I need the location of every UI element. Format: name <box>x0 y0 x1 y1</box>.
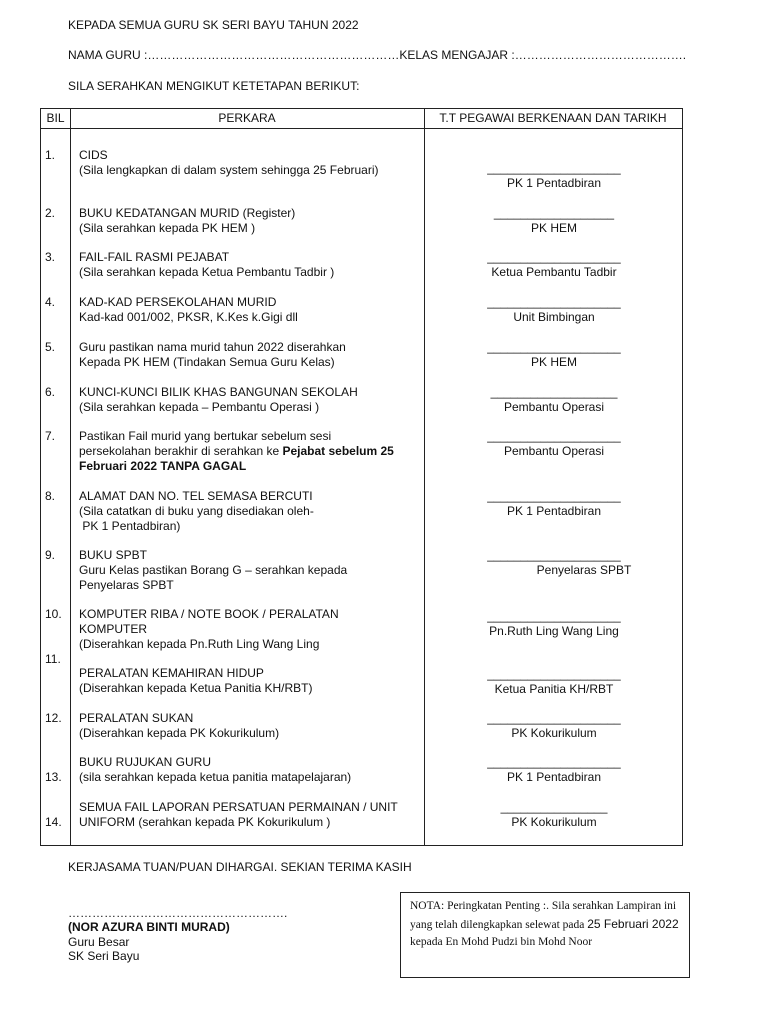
row-item <box>79 385 424 415</box>
item-line: BUKU RUJUKAN GURU <box>79 755 212 769</box>
item-line: (Sila serahkan kepada – Pembantu Operasi ) <box>79 400 320 414</box>
signatory-school: SK Seri Bayu <box>68 949 140 963</box>
row-number: 4. <box>45 295 56 309</box>
row-number: 12. <box>45 711 62 725</box>
signature-line: ____________________ <box>487 250 621 264</box>
item-line: CIDS <box>79 148 108 162</box>
item-line: KAD-KAD PERSEKOLAHAN MURID <box>79 295 277 309</box>
row-item <box>79 295 424 325</box>
signature-line: ____________________ <box>487 609 621 623</box>
row-item <box>79 429 424 474</box>
signature-line: ___________________ <box>490 385 618 399</box>
item-line: Penyelaras SPBT <box>79 578 174 592</box>
signature-slot[interactable] <box>425 161 683 191</box>
signature-line: ____________________ <box>487 548 621 562</box>
row-number: 6. <box>45 385 56 399</box>
row-number: 5. <box>45 340 56 354</box>
item-line: BUKU SPBT <box>79 548 148 562</box>
officer-label: Pembantu Operasi <box>503 444 605 458</box>
row-item <box>79 489 424 534</box>
officer-label: PK Kokurikulum <box>511 815 597 829</box>
officer-label: PK 1 Pentadbiran <box>506 504 602 518</box>
row-item <box>79 666 424 696</box>
signature-slot[interactable] <box>425 800 683 830</box>
nota-date: 25 Februari 2022 <box>587 916 679 931</box>
row-number: 1. <box>45 148 56 162</box>
item-line: KOMPUTER <box>79 622 148 636</box>
closing-text: KERJASAMA TUAN/PUAN DIHARGAI. SEKIAN TERIMA KASIH <box>68 860 412 874</box>
header-divider <box>41 128 682 129</box>
item-bold-text: Pejabat sebelum 25 <box>282 444 394 458</box>
officer-label: PK 1 Pentadbiran <box>506 770 602 784</box>
row-item <box>79 250 424 280</box>
signature-slot[interactable] <box>425 548 683 578</box>
row-item <box>79 607 424 652</box>
officer-label: Penyelaras SPBT <box>536 563 632 577</box>
document-title: KEPADA SEMUA GURU SK SERI BAYU TAHUN 2022 <box>68 18 359 32</box>
item-line: PERALATAN SUKAN <box>79 711 194 725</box>
signature-slot[interactable] <box>425 755 683 785</box>
item-line: Kepada PK HEM (Tindakan Semua Guru Kelas) <box>79 355 335 369</box>
row-item <box>79 800 424 830</box>
item-line: UNIFORM (serahkan kepada PK Kokurikulum ) <box>79 815 331 829</box>
item-line: KOMPUTER RIBA / NOTE BOOK / PERALATAN <box>79 607 339 621</box>
item-line <box>79 444 424 459</box>
item-line: (Diserahkan kepada Pn.Ruth Ling Wang Ling <box>79 637 320 651</box>
header-bil: BIL <box>46 111 65 125</box>
signature-line: ____________________ <box>487 667 621 681</box>
nota-text: NOTA: Peringkatan Penting :. Sila serahkan Lampiran ini yang telah dilengkapkan selewat pada <box>410 900 677 931</box>
signature-slot[interactable] <box>425 489 683 519</box>
nama-guru-field[interactable]: NAMA GURU :………………………………………………………KELAS MENGAJAR :……………………………………. <box>68 48 687 62</box>
row-item <box>79 711 424 741</box>
signature-slot[interactable] <box>425 667 683 697</box>
row-item <box>79 206 424 236</box>
item-line: Kad-kad 001/002, PKSR, K.Kes k.Gigi dll <box>79 310 298 324</box>
signature-slot[interactable] <box>425 340 683 370</box>
header-perkara: PERKARA <box>218 111 276 125</box>
item-line: (Sila serahkan kepada Ketua Pembantu Tadbir ) <box>79 265 335 279</box>
signature-line: __________________ <box>493 206 615 220</box>
signature-slot[interactable] <box>425 295 683 325</box>
nota-text-end: kepada En Mohd Pudzi bin Mohd Noor <box>410 936 593 948</box>
signature-slot[interactable] <box>425 609 683 639</box>
officer-label: PK 1 Pentadbiran <box>506 176 602 190</box>
header-tt-pegawai: T.T PEGAWAI BERKENAAN DAN TARIKH <box>439 111 667 125</box>
row-item <box>79 548 424 593</box>
item-line: PERALATAN KEMAHIRAN HIDUP <box>79 666 264 680</box>
row-item <box>79 148 424 178</box>
row-number: 8. <box>45 489 56 503</box>
signatory-position: Guru Besar <box>68 935 130 949</box>
officer-label: Pn.Ruth Ling Wang Ling <box>489 624 619 638</box>
item-line: (sila serahkan kepada ketua panitia matapelajaran) <box>79 770 352 784</box>
officer-label: Unit Bimbingan <box>513 310 595 324</box>
item-line: (Sila lengkapkan di dalam system sehingga 25 Februari) <box>79 163 379 177</box>
signature-line: ____________________ <box>487 489 621 503</box>
signature-slot[interactable] <box>425 206 683 236</box>
signature-slot[interactable] <box>425 250 683 280</box>
item-line: (Sila catatkan di buku yang disediakan oleh- <box>79 504 314 518</box>
col-divider-1 <box>70 109 71 845</box>
signature-line: ____________________ <box>487 161 621 175</box>
row-number: 10. <box>45 607 62 621</box>
nota-box <box>400 892 690 978</box>
item-line: (Diserahkan kepada PK Kokurikulum) <box>79 726 280 740</box>
officer-label: Ketua Pembantu Tadbir <box>491 265 617 279</box>
row-number: 2. <box>45 206 56 220</box>
officer-label: PK HEM <box>530 221 577 235</box>
row-number: 9. <box>45 548 56 562</box>
officer-label: Ketua Panitia KH/RBT <box>494 682 614 696</box>
row-item <box>79 340 424 370</box>
item-line: Guru Kelas pastikan Borang G – serahkan kepada <box>79 563 348 577</box>
row-number: 13. <box>45 770 62 784</box>
item-line: Guru pastikan nama murid tahun 2022 diserahkan <box>79 340 346 354</box>
item-line: FAIL-FAIL RASMI PEJABAT <box>79 250 230 264</box>
signature-line: ____________________ <box>487 340 621 354</box>
signature-slot[interactable] <box>425 385 683 415</box>
row-item <box>79 755 424 785</box>
signature-line: ____________________ <box>487 755 621 769</box>
item-line: Pastikan Fail murid yang bertukar sebelum sesi <box>79 429 332 443</box>
row-number: 11. <box>45 652 61 666</box>
item-line-bold: Februari 2022 TANPA GAGAL <box>79 459 247 473</box>
officer-label: Pembantu Operasi <box>503 400 605 414</box>
item-line: (Sila serahkan kepada PK HEM ) <box>79 221 256 235</box>
row-number: 3. <box>45 250 56 264</box>
submission-table <box>40 108 683 846</box>
item-text: persekolahan berakhir di serahkan ke <box>79 444 283 458</box>
officer-label: PK Kokurikulum <box>511 726 597 740</box>
item-line: (Diserahkan kepada Ketua Panitia KH/RBT) <box>79 681 313 695</box>
item-line: ALAMAT DAN NO. TEL SEMASA BERCUTI <box>79 489 313 503</box>
signature-line: ____________________ <box>487 295 621 309</box>
instruction-text: SILA SERAHKAN MENGIKUT KETETAPAN BERIKUT: <box>68 79 360 93</box>
item-line: PK 1 Pentadbiran) <box>79 519 181 533</box>
signature-line: ________________ <box>500 800 608 814</box>
signature-slot[interactable] <box>425 711 683 741</box>
item-line: BUKU KEDATANGAN MURID (Register) <box>79 206 296 220</box>
signature-line: ____________________ <box>487 429 621 443</box>
signature-line: ____________________ <box>487 711 621 725</box>
signatory-name: (NOR AZURA BINTI MURAD) <box>68 920 230 934</box>
item-line: SEMUA FAIL LAPORAN PERSATUAN PERMAINAN / UNIT <box>79 800 398 814</box>
item-line: KUNCI-KUNCI BILIK KHAS BANGUNAN SEKOLAH <box>79 385 358 399</box>
signature-dots: ………………………………………………. <box>68 906 288 920</box>
row-number: 7. <box>45 429 56 443</box>
signature-slot[interactable] <box>425 429 683 459</box>
officer-label: PK HEM <box>530 355 577 369</box>
row-number: 14. <box>45 815 62 829</box>
